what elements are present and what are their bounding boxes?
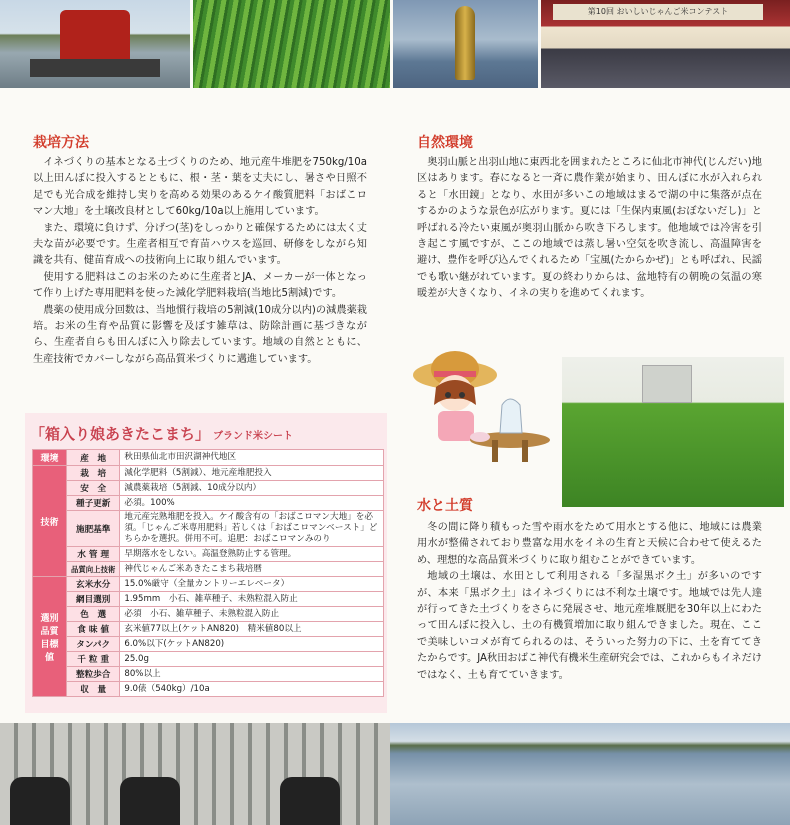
grain-silo-shape [642, 365, 692, 403]
row-value: 必須。100% [120, 496, 384, 511]
table-row [33, 667, 384, 682]
girl-illustration-svg [410, 345, 560, 465]
brand-sheet-name: 「箱入り娘あきたこまち」 [30, 425, 211, 443]
row-value: 秋田県仙北市田沢湖神代地区 [120, 450, 384, 466]
row-value: 減農薬栽培（5割減、10成分以内） [120, 481, 384, 496]
row-label: 食 味 値 [67, 622, 120, 637]
cultivation-heading: 栽培方法 [33, 135, 89, 151]
row-value: 玄米値77以上(ケットAN820) 精米値80以上 [120, 622, 384, 637]
brand-sheet-title [30, 423, 293, 444]
tractor-shape [60, 10, 130, 65]
cow-shape [280, 777, 340, 825]
row-label: 品質向上技術 [67, 562, 120, 577]
cattle-barn-photo [0, 723, 390, 825]
table-row [33, 496, 384, 511]
category-technique: 技術 [33, 466, 67, 577]
row-value: 6.0%以下(ケットAN820) [120, 637, 384, 652]
tractor-field-photo [0, 0, 190, 88]
cow-shape [120, 777, 180, 825]
row-value: 地元産完熟堆肥を投入。ケイ酸含有の「おばこロマン大地」を必須。「じゃんご米専用肥料」若しくは「おばこロマンベースト」どちらかを選択。併用不可。追肥：おばこロマンみのり [120, 511, 384, 547]
rice-field-silo-photo [562, 357, 784, 507]
nature-paragraph: 奥羽山脈と出羽山地に東西北を囲まれたところに仙北市神代(じんだい)地区はあります。春になると一斉に農作業が始まり、田んぼに水が入れられると「水田鏡」となり、水田が多いこの地域はまるで湖の中に集落が点在するかのような景色が広がります。夏には「生保内東風(おぼないだし)」と呼ばれる冷たい東風が奥羽山脈から吹き下ろします。他地域では冷害を引き起こす風ですが、ここの地域では蒸し暑い空気を吹き流し、高温障害を避け、豊作を呼び込んでくれるため「宝風(たからかぜ)」とも呼ばれ、民謡でも歌い継がれています。夏の終わりからは、盆地特有の朝晩の気温の寒暖差が大きくなり、イネの実りを進めてくれます。 [417, 157, 762, 300]
row-value: 1.95mm 小石、雑草種子、未熟粒混入防止 [120, 592, 384, 607]
girl-illustration [410, 345, 560, 465]
water-paragraph: 冬の間に降り積もった雪や雨水をためて用水とする他に、地域には農業用水が整備されており豊富な用水をイネの生育と天候に合わせて使えるため、理想的な高品質米づくりに取り組むことができています。 [417, 522, 762, 566]
water-paragraph: 地域の土壌は、水田として利用される「多湿黒ボク土」が多いのですが、本来「黒ボク土」はイネづくりには不利な土壌です。地域では先人達が行ってきた土づくりをさらに発展させ、地元産堆厩肥を30年以上にわたって田んぼに投入し、土の有機質増加に取り組んできました。現在、ここで美味しいコメが育てられるのは、そういった努力の下に、土を育ててきたからです。JA秋田おばこ神代有機米生産研究会では、これからもイネだけではなく、土も育てていきます。 [417, 571, 762, 681]
cultivation-paragraph: また、環境に負けず、分げつ(茎)をしっかりと確保するためには太く丈夫な苗が必要です。生産者相互で育苗ハウスを巡回、研修をしながら知識を共有、健苗育成への技術向上に取り組んでいます。 [33, 222, 367, 267]
row-value: 80%以上 [120, 667, 384, 682]
water-soil-text [417, 520, 762, 684]
row-label: 種子更新 [67, 496, 120, 511]
nature-text [417, 155, 762, 303]
table-row [33, 547, 384, 562]
category-environment: 環境 [33, 450, 67, 466]
table-row [33, 652, 384, 667]
rice-plants-photo [193, 0, 390, 88]
table-row [33, 466, 384, 481]
water-soil-heading: 水と土質 [417, 498, 473, 514]
contest-banner: 第10回 おいしいじゃんご米コンテスト [553, 4, 763, 20]
cultivation-paragraph: 使用する肥料はこのお米のために生産者とJA、メーカーが一体となって作り上げた専用肥料を使った減化学肥料栽培(当地比5割減)です。 [33, 271, 367, 300]
lake-statue-photo [393, 0, 538, 88]
table-row [33, 450, 384, 466]
row-value: 神代じゃんご米あきたこまち栽培暦 [120, 562, 384, 577]
row-label: 色 選 [67, 607, 120, 622]
row-label: 玄米水分 [67, 577, 120, 592]
row-label: 千 粒 重 [67, 652, 120, 667]
table-row [33, 622, 384, 637]
cultivation-paragraph: イネづくりの基本となる土づくりのため、地元産牛堆肥を750kg/10a以上田んぼに投入するとともに、根・茎・葉を丈夫にし、暑さや日照不足でも光合成を維持し実りを高める効果のあるケイ酸質肥料「おばこロマン大地」を土壌改良材として60kg/10a以上施用しています。 [33, 157, 367, 218]
row-value: 減化学肥料（5割減）、地元産堆肥投入 [120, 466, 384, 481]
table-row [33, 592, 384, 607]
row-label: 収 量 [67, 682, 120, 697]
cow-shape [10, 777, 70, 825]
table-row [33, 481, 384, 496]
row-label: タンパク [67, 637, 120, 652]
row-label: 整粒歩合 [67, 667, 120, 682]
table-row [33, 607, 384, 622]
row-value: 早期落水をしない。高温登熟防止する管理。 [120, 547, 384, 562]
row-label: 水 管 理 [67, 547, 120, 562]
row-label: 栽 培 [67, 466, 120, 481]
row-value: 必須 小石、雑草種子、未熟粒混入防止 [120, 607, 384, 622]
row-value: 9.0俵（540kg）/10a [120, 682, 384, 697]
row-value: 25.0g [120, 652, 384, 667]
row-value: 15.0%厳守（全量カントリーエレベータ） [120, 577, 384, 592]
table-row [33, 562, 384, 577]
cultivation-paragraph: 農薬の使用成分回数は、当地慣行栽培の5割減(10成分以内)の減農薬栽培。お米の生育や品質に影響を及ぼす雑草は、防除計画に基づきながら、生産者自らも田んぼに入り除去しています。地域の自然とともに、生産技術でカバーしながら高品質米づくりに邁進しています。 [33, 304, 367, 365]
row-label: 網目選別 [67, 592, 120, 607]
flooded-paddy-photo [390, 723, 790, 825]
row-label: 施肥基準 [67, 511, 120, 547]
table-row [33, 682, 384, 697]
nature-heading: 自然環境 [417, 135, 473, 151]
brand-spec-table [32, 449, 384, 697]
category-quality: 選別品質目標値 [33, 577, 67, 697]
brand-sheet-subtitle: ブランド米シート [213, 431, 294, 442]
row-label: 産 地 [67, 450, 120, 466]
golden-statue-shape [455, 6, 475, 80]
table-row [33, 577, 384, 592]
table-row [33, 511, 384, 547]
cultivation-text [33, 155, 367, 368]
table-row [33, 637, 384, 652]
row-label: 安 全 [67, 481, 120, 496]
rice-contest-photo [541, 0, 790, 88]
